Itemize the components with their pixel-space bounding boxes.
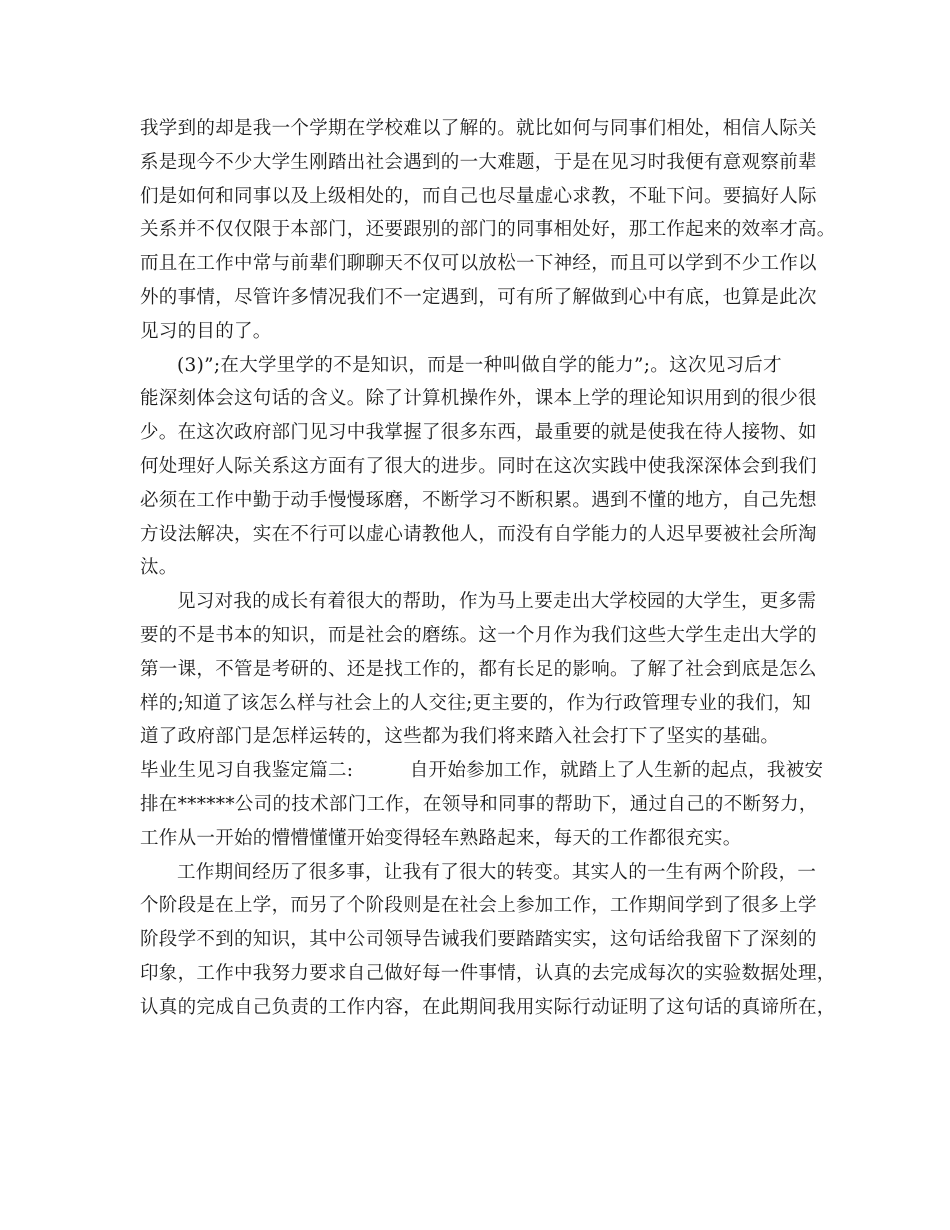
text-line: 工作从一开始的懵懵懂懂开始变得轻车熟路起来，每天的工作都很充实。 [140, 827, 742, 849]
text-line: 外的事情，尽管许多情况我们不一定遇到，可有所了解做到心中有底，也算是此次 [140, 286, 817, 308]
text-line: 关系并不仅仅限于本部门，还要跟别的部门的同事相处好，那工作起来的效率才高。 [140, 219, 836, 241]
paragraph-5 [140, 856, 836, 1025]
text-line: 我学到的却是我一个学期在学校难以了解的。就比如何与同事们相处，相信人际关 [140, 118, 817, 139]
text-line: 而且在工作中常与前辈们聊聊天不仅可以放松一下神经，而且可以学到不少工作以 [140, 253, 817, 275]
text-line: (3)”;在大学里学的不是知识，而是一种叫做自学的能力”;。这次见习后才 [177, 354, 782, 376]
text-line: 第一课，不管是考研的、还是找工作的，都有长足的影响。了解了社会到底是怎么 [140, 658, 817, 680]
section-heading-line: 毕业生见习自我鉴定篇二: 自开始参加工作，就踏上了人生新的起点，我被安 [140, 760, 824, 782]
paragraph-3 [140, 585, 820, 754]
text-line: 汰。 [140, 557, 178, 579]
text-line: 方设法解决，实在不行可以虚心请教他人，而没有自学能力的人迟早要被社会所淘 [140, 523, 817, 545]
text-line: 能深刻体会这句话的含义。除了计算机操作外，课本上学的理论知识用到的很少很 [140, 388, 817, 410]
text-line: 道了政府部门是怎样运转的，这些都为我们将来踏入社会打下了坚实的基础。 [140, 726, 780, 748]
text-line: 见习对我的成长有着很大的帮助，作为马上要走出大学校园的大学生，更多需 [177, 591, 817, 613]
text-line: 样的;知道了该怎么样与社会上的人交往;更主要的，作为行政管理专业的我们，知 [140, 692, 812, 714]
text-line: 少。在这次政府部门见习中我掌握了很多东西，最重要的就是使我在待人接物、如 [140, 422, 817, 444]
paragraph-2 [140, 349, 820, 586]
text-line: 何处理好人际关系这方面有了很大的进步。同时在这次实践中使我深深体会到我们 [140, 455, 817, 477]
text-line: 认真的完成自己负责的工作内容，在此期间我用实际行动证明了这句话的真谛所在， [140, 996, 836, 1018]
text-line: 见习的目的了。 [140, 320, 272, 342]
text-line: 们是如何和同事以及上级相处的，而自己也尽量虚心求教，不耻下问。要搞好人际 [140, 185, 817, 207]
text-line: 印象，工作中我努力要求自己做好每一件事情，认真的去完成每次的实验数据处理， [140, 962, 836, 984]
paragraph-1 [140, 112, 836, 349]
text-line: 排在******公司的技术部门工作，在领导和同事的帮助下，通过自己的不断努力， [140, 793, 818, 815]
text-line: 个阶段是在上学，而另了个阶段则是在社会上参加工作，工作期间学到了很多上学 [140, 895, 817, 917]
text-line: 系是现今不少大学生刚踏出社会遇到的一大难题，于是在见习时我便有意观察前辈 [140, 151, 817, 173]
text-line: 必须在工作中勤于动手慢慢琢磨，不断学习不断积累。遇到不懂的地方，自己先想 [140, 489, 817, 511]
text-line: 要的不是书本的知识，而是社会的磨练。这一个月作为我们这些大学生走出大学的 [140, 624, 817, 646]
paragraph-4 [140, 754, 824, 855]
document-body [140, 112, 836, 1025]
text-line: 阶段学不到的知识，其中公司领导告诫我们要踏踏实实，这句话给我留下了深刻的 [140, 929, 817, 951]
text-line: 工作期间经历了很多事，让我有了很大的转变。其实人的一生有两个阶段，一 [177, 861, 817, 883]
